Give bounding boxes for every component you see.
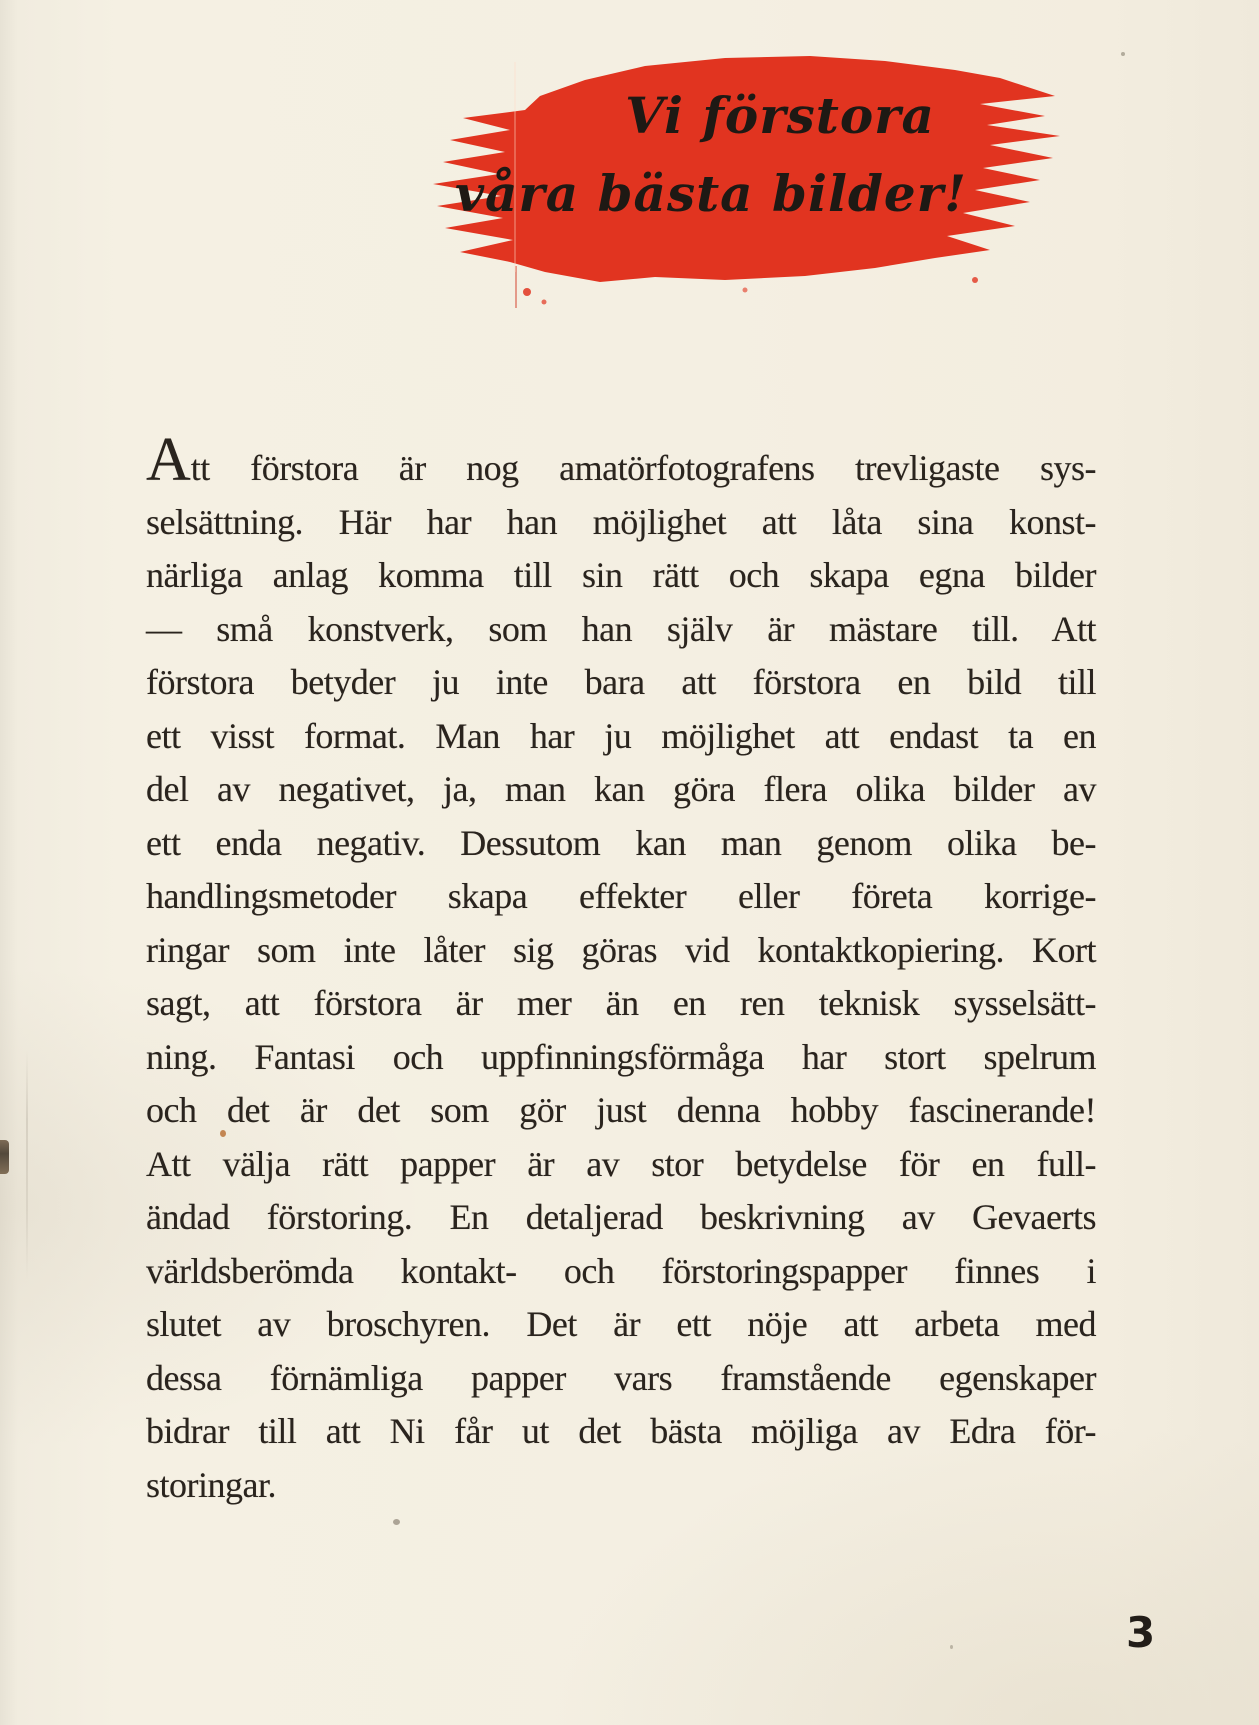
binding-crease: [26, 1050, 28, 1280]
text-line: handlingsmetoder skapa effekter eller företa korrige-: [146, 876, 1096, 916]
text-line: [146, 426, 1096, 496]
text-line: storingar.: [146, 1464, 276, 1505]
text-line: världsberömda kontakt- och förstoringspapper finnes i: [146, 1250, 1096, 1291]
text-line: ning. Fantasi och uppfinningsförmåga har stort spelrum: [146, 1036, 1096, 1077]
brush-stroke-badge: [415, 28, 1065, 318]
raised-initial-cap: A: [146, 426, 191, 494]
text-line: sagt, att förstora är mer än en ren teknisk sysselsätt-: [146, 983, 1096, 1023]
paper-speck: [1121, 52, 1125, 56]
text-line: ändad förstoring. En detaljerad beskrivning av Gevaerts: [146, 1197, 1096, 1237]
text-line: och det är det som gör just denna hobby fascinerande!: [146, 1090, 1096, 1130]
text-line: dessa förnämliga papper vars framstående egenskaper: [146, 1357, 1096, 1398]
text-line-rest: tt förstora är nog amatörfotografens trevligaste sys-: [190, 448, 1096, 488]
text-line: del av negativet, ja, man kan göra flera olika bilder av: [146, 769, 1096, 809]
badge-title-line2: våra bästa bilder!: [454, 164, 968, 223]
text-line: ett enda negativ. Dessutom kan man genom olika be-: [146, 822, 1096, 863]
text-line: bidrar till att Ni får ut det bästa möjliga av Edra för-: [146, 1411, 1096, 1451]
paper-speck: [393, 1519, 400, 1525]
text-line: — små konstverk, som han själv är mästare till. Att: [146, 608, 1096, 649]
text-line: slutet av broschyren. Det är ett nöje att arbeta med: [146, 1304, 1096, 1344]
badge-title-line1: Vi förstora: [625, 86, 935, 145]
text-line: närliga anlag komma till sin rätt och skapa egna bilder: [146, 555, 1096, 595]
text-line: ringar som inte låter sig göras vid kontaktkopiering. Kort: [146, 929, 1096, 970]
paper-speck: [220, 1130, 226, 1137]
text-line: selsättning. Här har han möjlighet att låta sina konst-: [146, 501, 1096, 542]
text-line: ett visst format. Man har ju möjlighet att endast ta en: [146, 715, 1096, 756]
paper-speck: [950, 1645, 953, 1649]
body-paragraph: [146, 426, 1096, 1512]
staple-mark: [0, 1140, 9, 1174]
page-number: 3: [1126, 1608, 1156, 1657]
text-line: förstora betyder ju inte bara att förstora en bild till: [146, 662, 1096, 702]
text-line: Att välja rätt papper är av stor betydelse för en full-: [146, 1143, 1096, 1184]
